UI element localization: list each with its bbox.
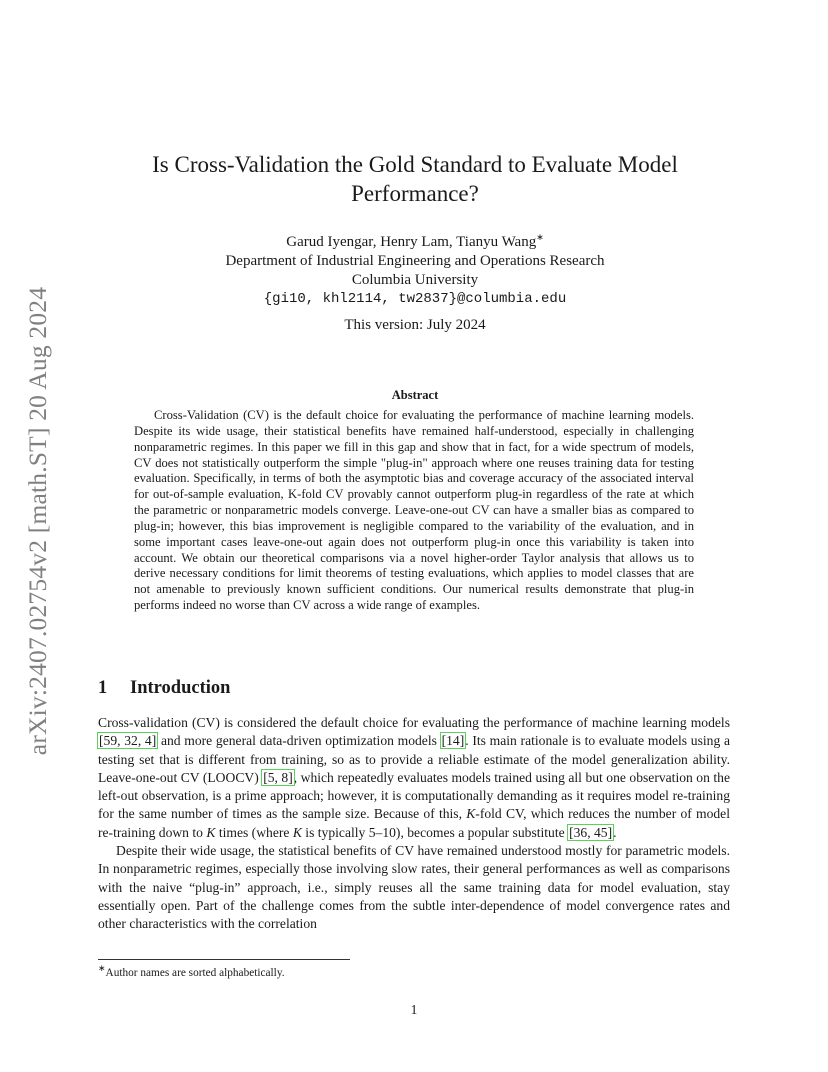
citation-link[interactable]: [36, 45] <box>569 824 613 840</box>
intro-text: Cross-validation (CV) is considered the default choice for evaluating the performance of machine learning models <box>98 715 730 730</box>
author-emails: {gi10, khl2114, tw2837}@columbia.edu <box>263 291 567 307</box>
author-names: Garud Iyengar, Henry Lam, Tianyu Wang <box>286 234 537 250</box>
intro-text: , which repeatedly evaluates models trained using all but one observation on the left-out observation, is a prime approach; however, it is computationally demanding as it requires model re-training for the same number of times as the sample size. Because of this, <box>98 769 730 822</box>
citation-link[interactable]: [5, 8] <box>263 769 293 785</box>
citation-link[interactable]: [14] <box>441 733 465 749</box>
section-number: 1 <box>98 678 108 698</box>
intro-text: . <box>613 824 617 840</box>
page-number: 1 <box>410 1002 418 1017</box>
intro-text: -fold CV, which reduces the number of model re-training down to <box>98 806 730 840</box>
math-variable: K <box>206 824 216 840</box>
version-line: This version: July 2024 <box>344 317 486 333</box>
intro-text: times (where <box>215 824 293 840</box>
intro-text: . Its main rationale is to evaluate models using a testing set that is different from training, so as to provide a reliable estimate of the model generalization ability. Leave-one-out CV (LOOCV) <box>98 733 730 785</box>
section-heading <box>98 678 230 699</box>
paper-title <box>100 150 730 208</box>
title-line-1: Is Cross-Validation the Gold Standard to Evaluate Model <box>152 152 678 177</box>
author-footnote-marker: ∗ <box>536 232 544 242</box>
abstract-heading: Abstract <box>391 388 439 402</box>
author-block <box>100 228 730 309</box>
title-line-2: Performance? <box>351 181 479 206</box>
footnote-text: Author names are sorted alphabetically. <box>105 966 285 979</box>
intro-text: is typically 5–10), becomes a popular substitute <box>301 824 569 840</box>
math-variable: K <box>466 806 476 822</box>
math-variable: K <box>292 824 302 840</box>
citation-link[interactable]: [59, 32, 4] <box>99 733 157 749</box>
intro-paragraph-2: Despite their wide usage, the statistical benefits of CV have remained understood mostly for parametric models. In nonparametric regimes, especially those involving slow rates, their general performances as well as comparisons with the naive “plug-in” approach, i.e., simply reuses all the same training data for model evaluation, stay essentially open. Part of the challenge comes from the subtle inter-dependence of model convergence rates and other characteristics with the correlation <box>98 843 730 932</box>
introduction-body <box>98 714 730 934</box>
arxiv-stamp <box>18 268 58 773</box>
author-university: Columbia University <box>351 272 479 288</box>
footnote-marker: ∗ <box>98 963 106 973</box>
author-names-line <box>100 228 730 252</box>
abstract-body: Cross-Validation (CV) is the default choice for evaluating the performance of machine learning models. Despite its wide usage, their statistical benefits have remained half-understood, especially in challenging nonparametric regimes. In this paper we fill in this gap and show that in fact, for a wide spectrum of models, CV does not statistically outperform the simple "plug-in" approach where one reuses training data for testing evaluation. Specifically, in terms of both the asymptotic bias and coverage accuracy of the associated interval for out-of-sample evaluation, K-fold CV provably cannot outperform plug-in regardless of the rate at which the parametric or nonparametric models converge. Leave-one-out CV can have a smaller bias as compared to plug-in; however, this bias improvement is negligible compared to the variability of the evaluation, and in some important cases leave-one-out again does not outperform plug-in once this variability is taken into account. We obtain our theoretical comparisons via a novel higher-order Taylor analysis that allows us to derive necessary conditions for limit theorems of testing evaluations, which applies to model classes that are not amenable to previously known sufficient conditions. Our numerical results demonstrate that plug-in performs indeed no worse than CV across a wide range of examples. <box>134 408 694 613</box>
intro-paragraph-1 <box>98 714 730 842</box>
section-title: Introduction <box>130 678 231 698</box>
arxiv-stamp-text: arXiv:2407.02754v2 [math.ST] 20 Aug 2024 <box>23 286 52 755</box>
footnote-rule <box>98 959 350 960</box>
intro-text: and more general data-driven optimization models <box>157 733 441 749</box>
author-department: Department of Industrial Engineering and Operations Research <box>225 253 605 269</box>
footnote <box>98 963 285 979</box>
